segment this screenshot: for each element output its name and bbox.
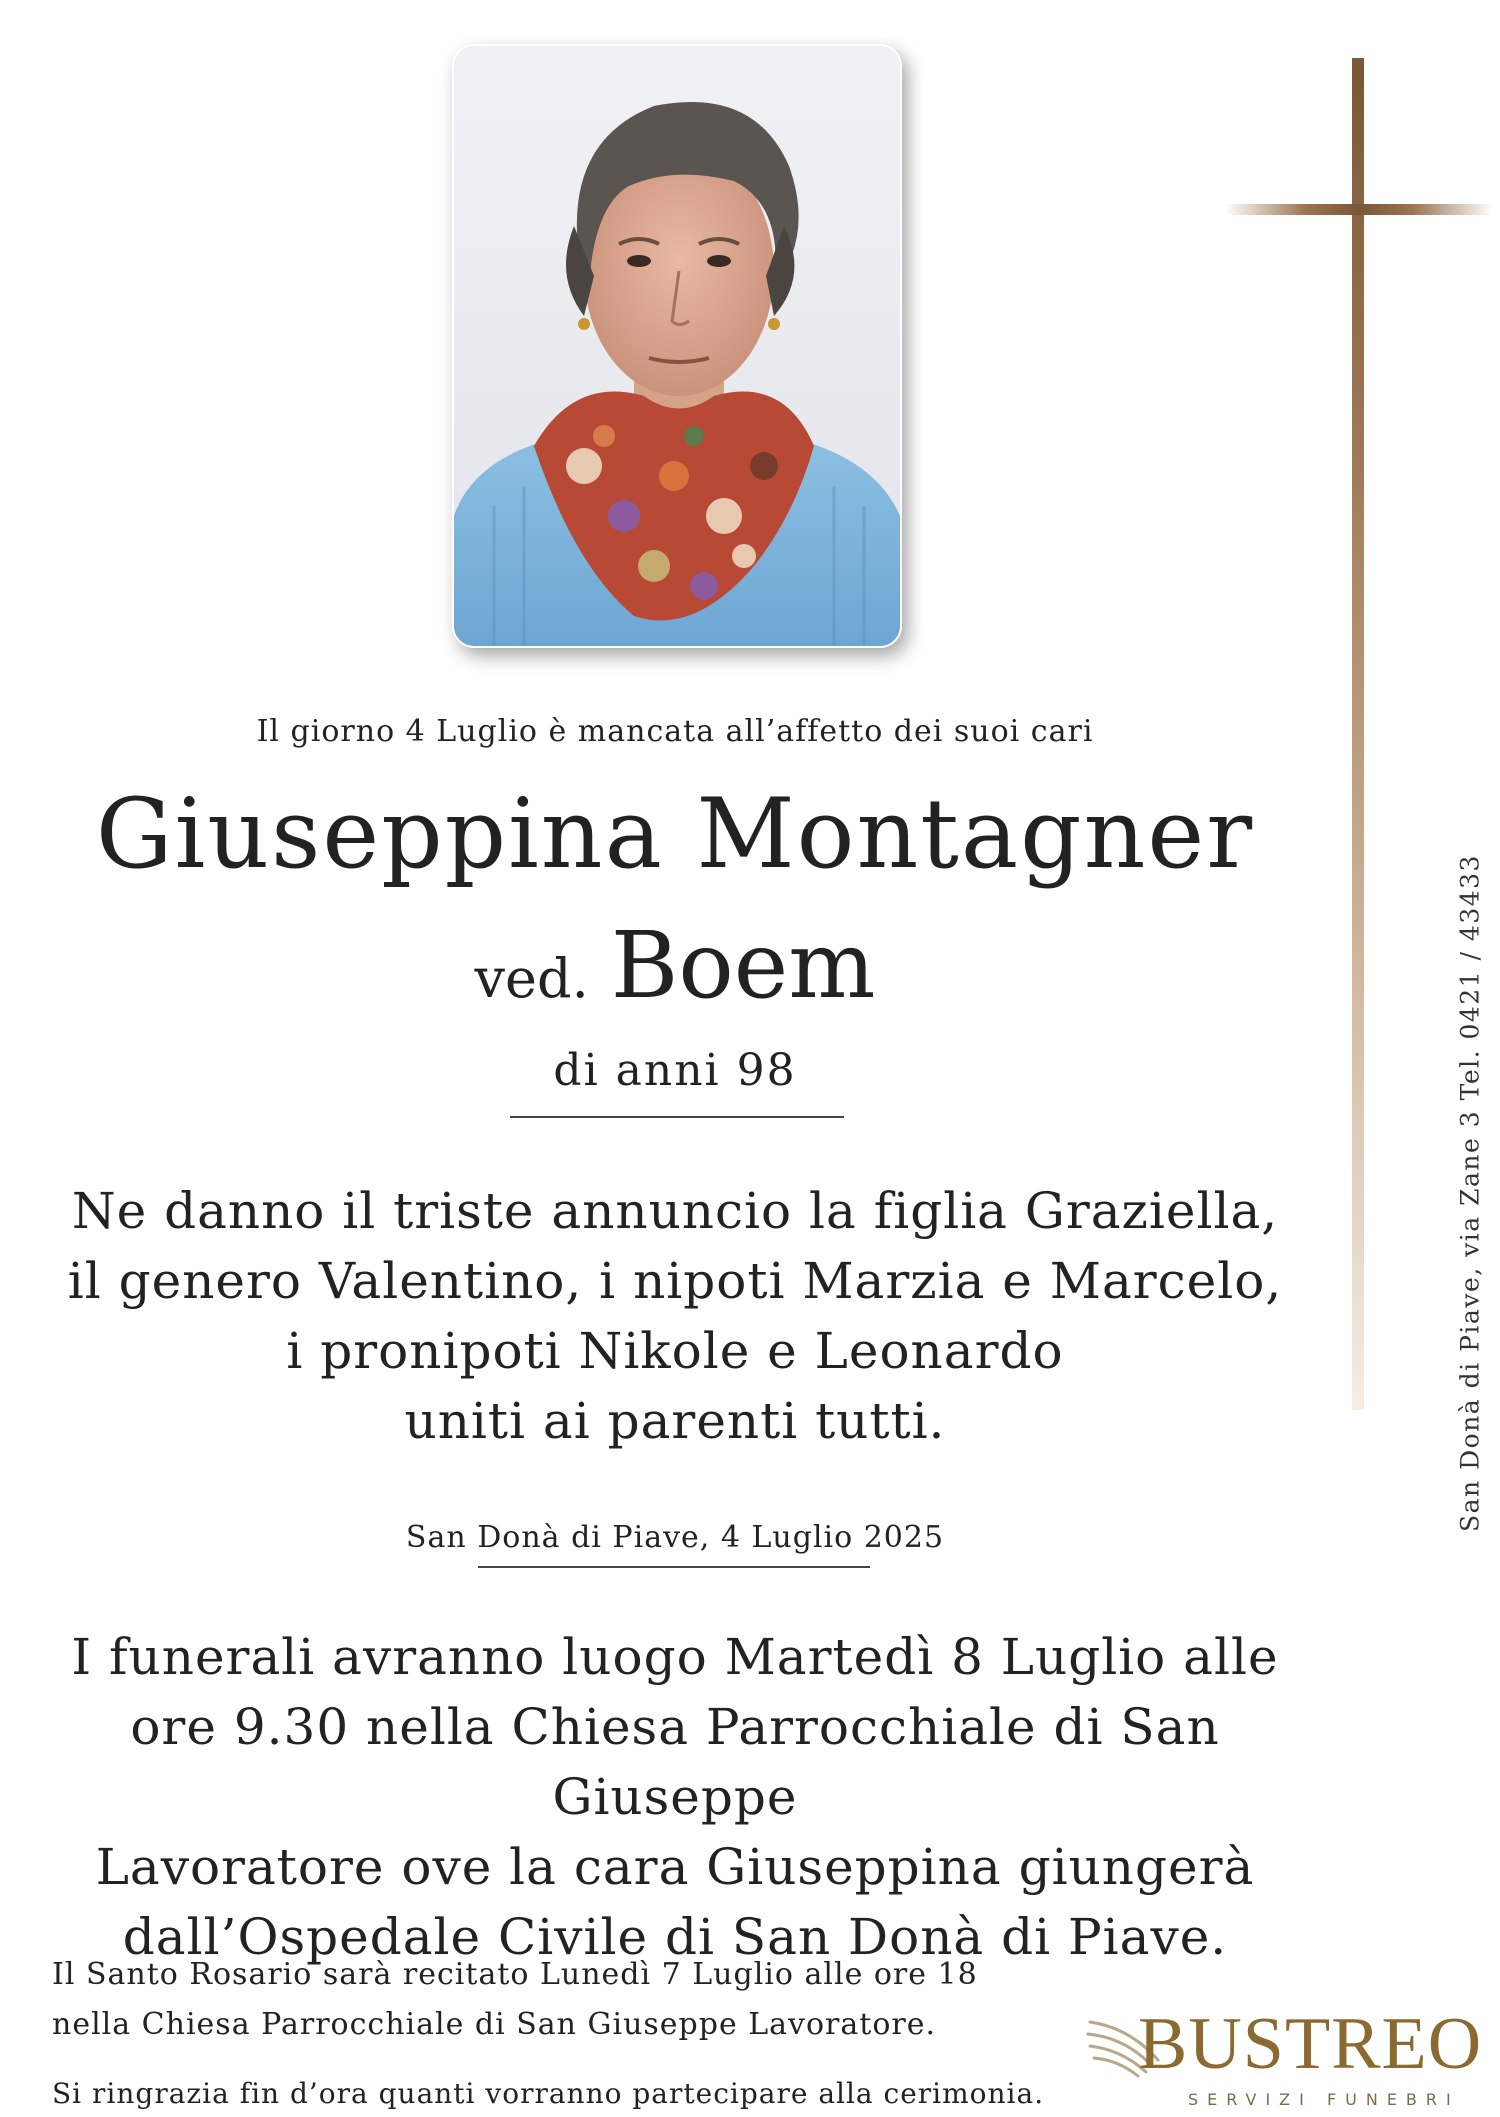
logo-tagline: SERVIZI FUNEBRI [1188, 2090, 1460, 2109]
age-text: di anni 98 [553, 1045, 797, 1096]
funeral-line: Lavoratore ove la cara Giuseppina giungerà [95, 1838, 1255, 1896]
announcement-line: i pronipoti Nikole e Leonardo [286, 1322, 1064, 1380]
portrait-illustration [454, 46, 900, 646]
contact-info: San Donà di Piave, via Zane 3 Tel. 0421 / 43433 [1455, 854, 1485, 1532]
logo-name: BUSTREO [1138, 2003, 1483, 2085]
funeral-line: dall’Ospedale Civile di San Donà di Piave. [122, 1908, 1228, 1966]
announcement-line: uniti ai parenti tutti. [404, 1392, 946, 1450]
deceased-name: Giuseppina Montagner [95, 778, 1255, 890]
cross-horizontal-bar [1225, 204, 1493, 215]
age-underline [510, 1116, 844, 1118]
funeral-block [0, 1622, 1350, 1972]
rosary-line: nella Chiesa Parrocchiale di San Giuseppe Lavoratore. [52, 2007, 937, 2042]
thanks-text: Si ringrazia fin d’ora quanti vorranno partecipare alla cerimonia. [52, 2077, 1045, 2110]
rosary-line: Il Santo Rosario sarà recitato Lunedì 7 Luglio alle ore 18 [52, 1957, 978, 1992]
widow-prefix: ved. [474, 947, 589, 1010]
widow-surname: Boem [610, 912, 876, 1019]
announcement-line: il genero Valentino, i nipoti Marzia e Marcelo, [67, 1252, 1283, 1310]
place-date-underline [478, 1566, 870, 1568]
place-date: San Donà di Piave, 4 Luglio 2025 [405, 1520, 945, 1555]
funeral-line: ore 9.30 nella Chiesa Parrocchiale di San Giuseppe [130, 1698, 1220, 1826]
funeral-line: I funerali avranno luogo Martedì 8 Luglio alle [71, 1628, 1279, 1686]
announcement-block [0, 1176, 1350, 1456]
rosary-block [52, 1950, 1012, 2050]
intro-text: Il giorno 4 Luglio è mancata all’affetto dei suoi cari [256, 714, 1094, 749]
announcement-line: Ne danno il triste annuncio la figlia Graziella, [71, 1182, 1279, 1240]
widow-line [0, 912, 1350, 1019]
deceased-portrait [452, 44, 902, 648]
bustreo-logo [1080, 2000, 1500, 2110]
cross-vertical-bar [1352, 58, 1364, 1410]
